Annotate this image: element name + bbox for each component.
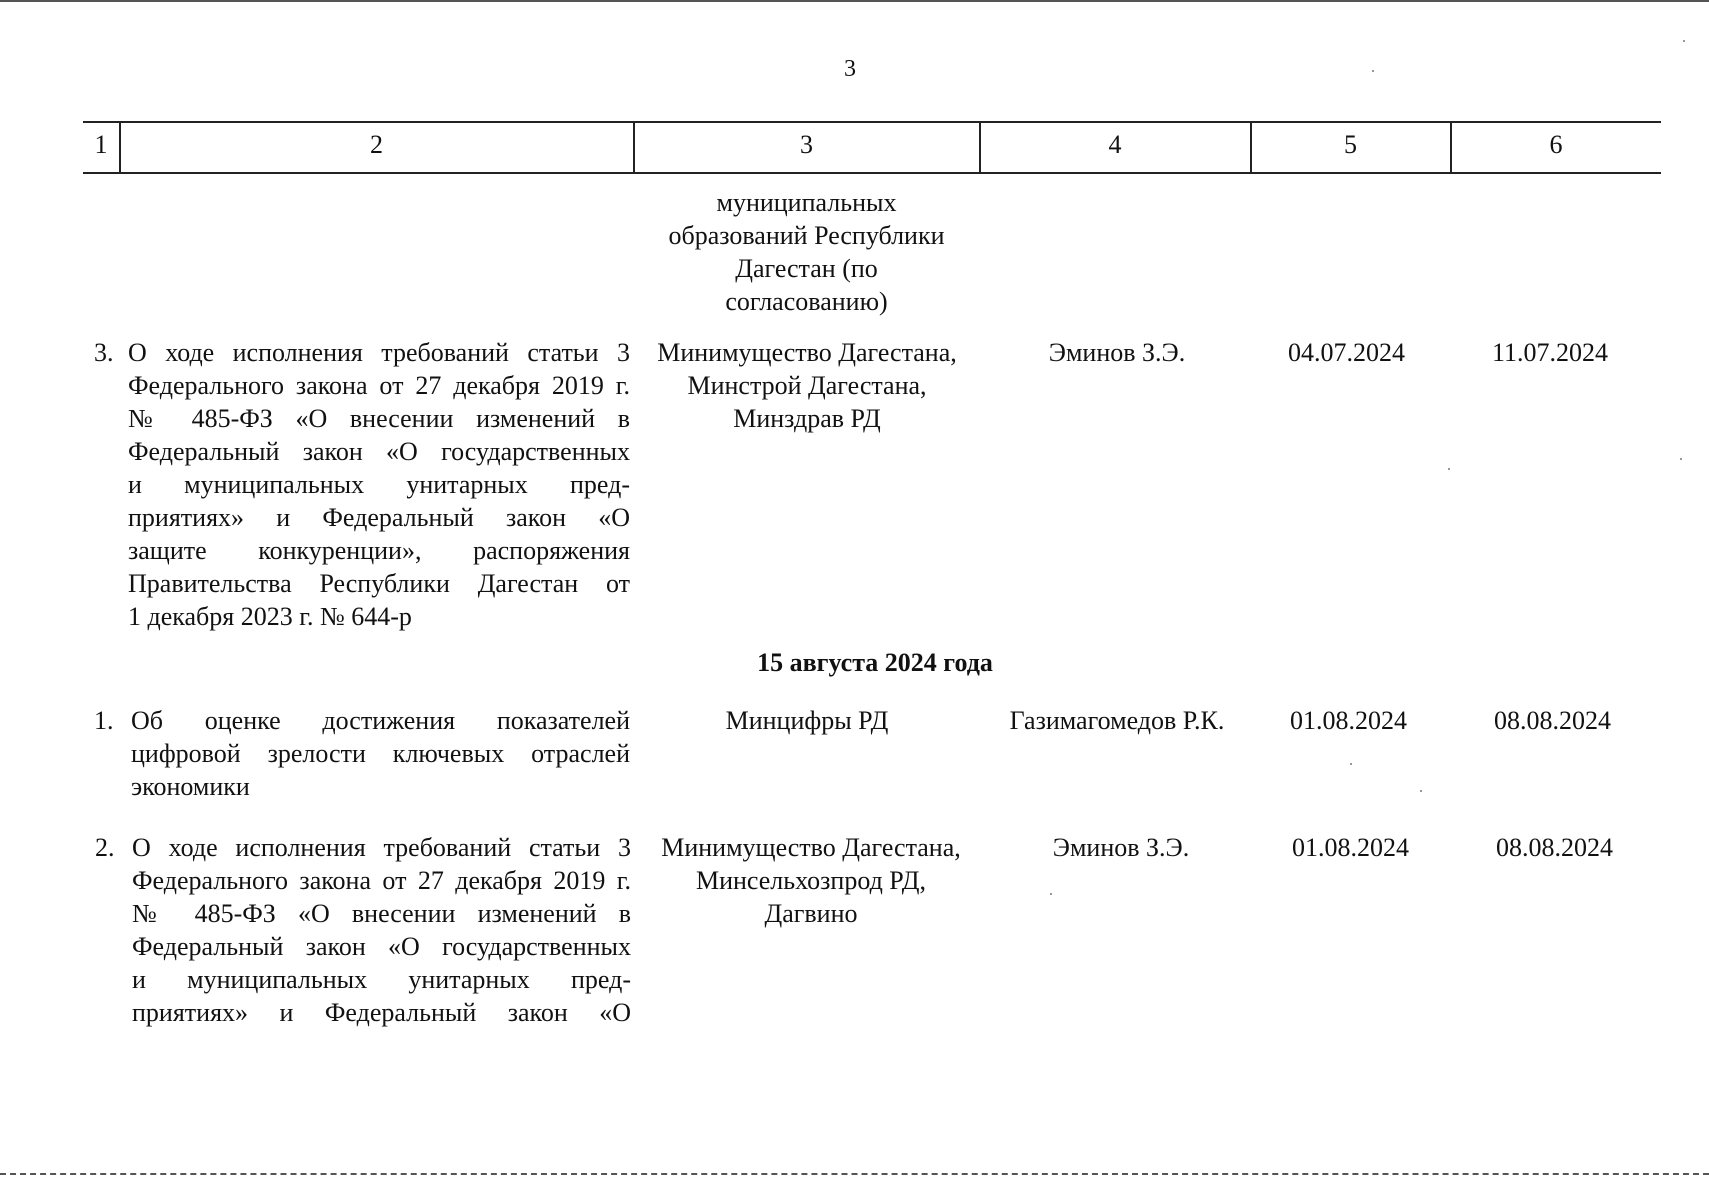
text-line: Минцифры РД [725, 706, 889, 735]
row-date-review: 08.08.2024 [1496, 833, 1613, 862]
text-line: приятиях» и Федеральный закон «О [132, 998, 631, 1027]
text-line: образований Республики [668, 221, 945, 250]
row-description [132, 831, 631, 1029]
text-line: Дагестан (по [735, 254, 878, 283]
row-responsible: Эминов З.Э. [1048, 338, 1186, 367]
header-col-1: 1 [94, 130, 108, 159]
row-responsible: Газимагомедов Р.К. [1009, 706, 1225, 735]
text-line: экономики [131, 772, 250, 801]
row-responsible: Эминов З.Э. [1052, 833, 1190, 862]
text-line: и муниципальных унитарных пред- [132, 965, 631, 994]
row-date-review: 11.07.2024 [1492, 338, 1609, 367]
header-col-2: 2 [370, 130, 383, 159]
text-line: Дагвино [764, 899, 858, 928]
text-line: О ходе исполнения требований статьи 3 [132, 833, 631, 862]
text-line: Минимущество Дагестана, [657, 338, 957, 367]
text-line: № 485-ФЗ «О внесении изменений в [128, 404, 630, 433]
text-line: приятиях» и Федеральный закон «О [128, 503, 630, 532]
table-header [83, 120, 1661, 176]
scan-speck [1448, 468, 1450, 470]
scan-bottom-line [0, 1173, 1709, 1176]
row-number: 2. [95, 833, 115, 862]
row-description [128, 336, 630, 633]
scan-top-edge [0, 0, 1709, 2]
text-line: Минсельхозпрод РД, [695, 866, 927, 895]
scan-speck [1050, 893, 1052, 895]
row-date-submit: 01.08.2024 [1292, 833, 1409, 862]
text-line: Федеральный закон «О государственных [128, 437, 630, 466]
text-line: цифровой зрелости ключевых отраслей [131, 739, 630, 768]
text-line: Федерального закона от 27 декабря 2019 г. [132, 866, 631, 895]
row-executors [636, 831, 986, 930]
text-line: О ходе исполнения требований статьи 3 [128, 338, 630, 367]
scan-speck [1372, 70, 1374, 72]
scan-speck [1420, 790, 1422, 792]
header-col-3: 3 [800, 130, 813, 159]
header-top-border [83, 121, 1661, 123]
scan-speck [1350, 763, 1352, 765]
text-line: Об оценке достижения показателей [131, 706, 630, 735]
row-executors [632, 704, 982, 737]
row-executors [632, 336, 982, 435]
text-line: Минздрав РД [733, 404, 881, 433]
text-line: Федерального закона от 27 декабря 2019 г. [128, 371, 630, 400]
row-number: 1. [94, 706, 114, 735]
text-line: Минимущество Дагестана, [661, 833, 961, 862]
row-description [131, 704, 630, 803]
section-date-heading: 15 августа 2024 года [757, 648, 993, 677]
continuation-executors [634, 186, 979, 318]
scan-speck [1680, 458, 1682, 460]
text-line: 1 декабря 2023 г. № 644-р [128, 602, 412, 631]
text-line: Минстрой Дагестана, [687, 371, 927, 400]
header-col-4: 4 [1108, 130, 1122, 159]
page-number: 3 [844, 56, 856, 82]
header-col-6: 6 [1549, 130, 1563, 159]
row-date-submit: 01.08.2024 [1290, 706, 1407, 735]
scan-speck [1683, 40, 1685, 42]
text-line: муниципальных [716, 188, 897, 217]
header-bottom-border [83, 172, 1661, 174]
header-col-5: 5 [1344, 130, 1357, 159]
text-line: Правительства Республики Дагестан от [128, 569, 630, 598]
text-line: Федеральный закон «О государственных [132, 932, 631, 961]
text-line: и муниципальных унитарных пред- [128, 470, 630, 499]
text-line: № 485-ФЗ «О внесении изменений в [132, 899, 631, 928]
text-line: согласованию) [725, 287, 888, 316]
row-number: 3. [94, 338, 114, 367]
row-date-submit: 04.07.2024 [1288, 338, 1405, 367]
text-line: защите конкуренции», распоряжения [128, 536, 630, 565]
row-date-review: 08.08.2024 [1494, 706, 1611, 735]
